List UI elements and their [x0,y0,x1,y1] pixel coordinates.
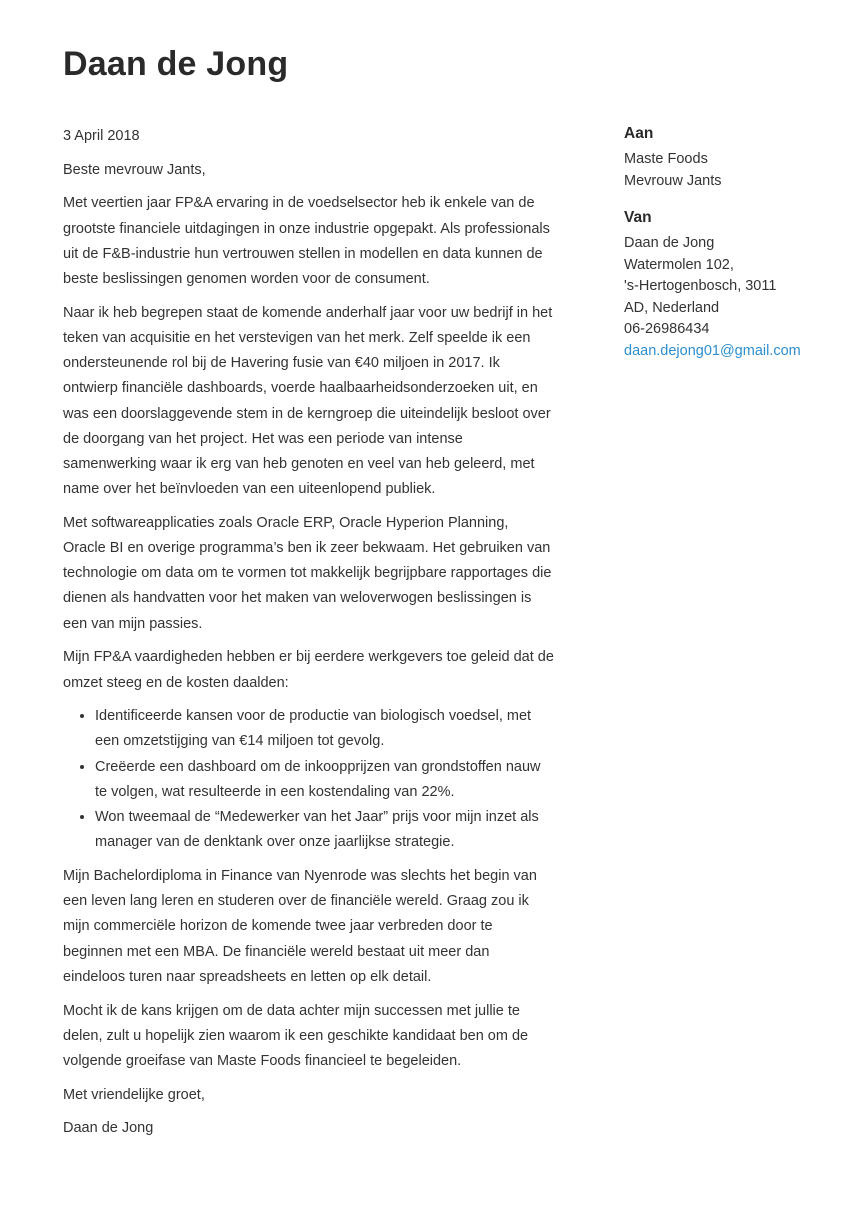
letter-paragraph-1: Met veertien jaar FP&A ervaring in de voedselsector heb ik enkele van de grootste financiele uitdagingen in onze industrie opgepakt. Als professionals uit de F&B-industrie hun vertrouwen stellen in modellen en data kunnen de beste beslissingen genomen worden voor de consument. [63,195,550,288]
achievement-item: • Creëerde een dashboard om de inkoopprijzen van grondstoffen nauw te volgen, wat resulteerde in een kostendaling van 22%. [95,755,555,805]
achievements-list [63,704,555,855]
address-sidebar [624,122,844,376]
sender-phone: 06-26986434 [624,321,710,337]
letter-body [63,124,555,1150]
recipient-block [624,122,844,192]
achievement-item: • Won tweemaal de “Medewerker van het Jaar” prijs voor mijn inzet als manager van de denktank over onze jaarlijkse strategie. [95,805,555,855]
sender-address-line-1: Watermolen 102, [624,256,734,273]
letter-paragraph-2: Naar ik heb begrepen staat de komende anderhalf jaar voor uw bedrijf in het teken van acquisitie en het verstevigen van het merk. Zelf speelde ik een ondersteunende rol bij de Havering fusie van €40 miljoen in 2017. Ik ontwierp financiële dashboards, voerde haalbaarheidsonderzoeken uit, en was een doorslaggevende stem in de kerngroep die uiteindelijk besloot over de doorgang van het project. Het was een periode van intense samenwerking waar ik erg van heb genoten en veel van heb geleerd, met name over het beïnvloeden van een uiteenlopend publiek. [63,304,553,498]
sender-email-link[interactable]: daan.dejong01@gmail.com [624,342,801,359]
letter-closing: Met vriendelijke groet, [63,1086,205,1103]
sender-heading: Van [624,209,652,226]
letter-paragraph-5: Mijn Bachelordiploma in Finance van Nyenrode was slechts het begin van een leven lang leren en studeren over de financiële wereld. Graag zou ik mijn commerciële horizon de komende twee jaar verbreden door te beginnen met een MBA. De financiële wereld bestaat uit meer dan eindeloos turen naar spreadsheets en letten op elk detail. [63,867,537,985]
recipient-heading: Aan [624,125,654,142]
sender-name: Daan de Jong [624,235,715,251]
letter-paragraph-6: Mocht ik de kans krijgen om de data achter mijn successen met jullie te delen, zult u hopelijk zien waarom ik een geschikte kandidaat ben om de volgende groeifase van Maste Foods financieel te begeleiden. [63,1002,529,1069]
letter-salutation: Beste mevrouw Jants, [63,161,206,178]
sender-block [624,206,844,362]
letter-date: 3 April 2018 [63,128,140,144]
applicant-name: Daan de Jong [63,45,289,83]
letter-paragraph-4: Mijn FP&A vaardigheden hebben er bij eerdere werkgevers toe geleid dat de omzet steeg en de kosten daalden: [63,649,554,691]
sender-address-line-3: AD, Nederland [624,299,720,316]
recipient-person: Mevrouw Jants [624,172,722,189]
letter-paragraph-3: Met softwareapplicaties zoals Oracle ERP, Oracle Hyperion Planning, Oracle BI en overige programma’s ben ik zeer bekwaam. Het gebruiken van technologie om data om te vormen tot makkelijk begrijpbare rapportages die dienen als handvatten voor het maken van weloverwogen beslissingen is een van mijn passies. [63,514,552,632]
letter-signature: Daan de Jong [63,1120,154,1137]
recipient-company: Maste Foods [624,151,708,167]
achievement-item: • Identificeerde kansen voor de productie van biologisch voedsel, met een omzetstijging van €14 miljoen tot gevolg. [95,704,555,754]
sender-address-line-2: 's-Hertogenbosch, 3011 [624,278,777,294]
